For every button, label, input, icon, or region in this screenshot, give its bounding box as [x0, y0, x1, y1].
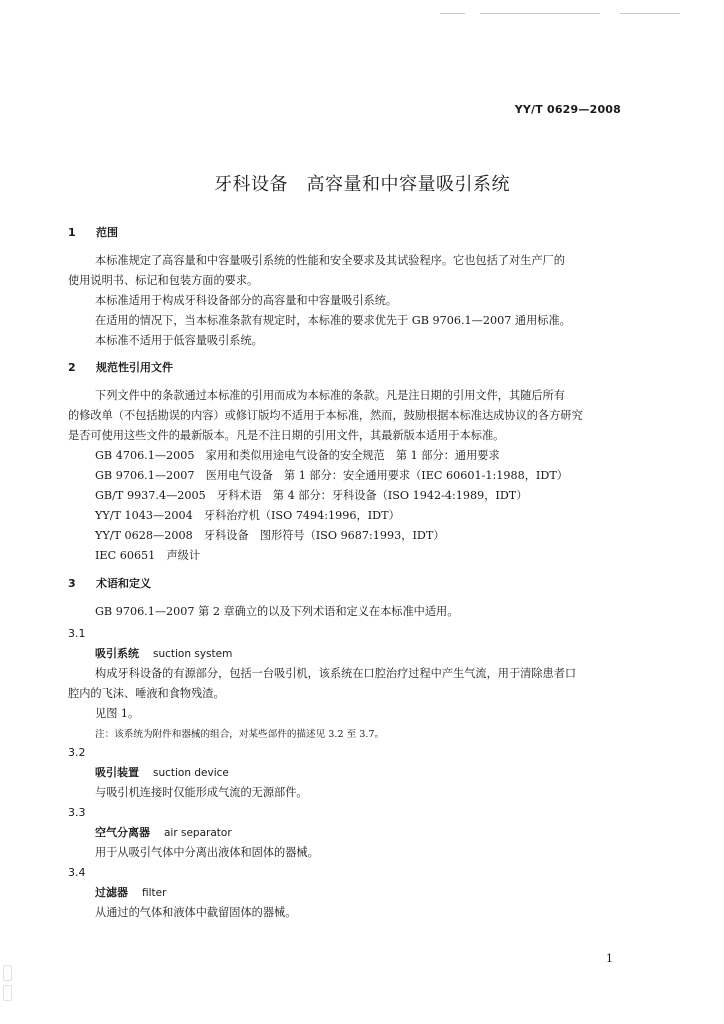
paragraph-line: 在适用的情况下，当本标准条款有规定时，本标准的要求优先于 GB 9706.1—2007 通用标准。 [95, 314, 571, 327]
term-number: 3.3 [68, 806, 86, 819]
definition-line: 构成牙科设备的有源部分，包括一台吸引机，该系统在口腔治疗过程中产生气流，用于清除患者口 [95, 667, 577, 680]
paragraph-line: GB 9706.1—2007 第 2 章确立的以及下列术语和定义在本标准中适用。 [95, 605, 459, 618]
definition-line: 从通过的气体和液体中截留固体的器械。 [95, 906, 297, 919]
note: 注：该系统为附件和器械的组合，对某些部件的描述见 3.2 至 3.7。 [95, 729, 385, 740]
term-english: suction system [153, 648, 233, 660]
term-heading [95, 826, 232, 840]
paragraph-line: 的修改单（不包括勘误的内容）或修订版均不适用于本标准，然而，鼓励根据本标准达成协议的各方研究 [68, 409, 583, 422]
definition-line: 腔内的飞沫、唾液和食物残渣。 [68, 687, 225, 700]
page-number: 1 [606, 952, 613, 965]
scan-edge-mark [3, 965, 12, 981]
reference-item: GB 4706.1—2005 家用和类似用途电气设备的安全规范 第 1 部分：通用要求 [95, 449, 500, 462]
term-heading [95, 886, 166, 900]
section-number: 3 [68, 577, 76, 590]
term-english: suction device [153, 767, 229, 779]
standard-code: YY/T 0629—2008 [514, 103, 621, 116]
term-name: 吸引装置 [95, 766, 139, 779]
reference-item: YY/T 0628—2008 牙科设备 图形符号（ISO 9687:1993，IDT） [95, 529, 445, 542]
term-english: filter [142, 887, 167, 899]
reference-item: IEC 60651 声级计 [95, 549, 201, 562]
section-title: 术语和定义 [96, 577, 151, 590]
section-1-heading [68, 226, 118, 240]
reference-item: GB 9706.1—2007 医用电气设备 第 1 部分：安全通用要求（IEC 60601-1:1988，IDT） [95, 469, 568, 482]
scan-line [440, 13, 465, 14]
scan-line [480, 13, 600, 14]
term-number: 3.2 [68, 746, 86, 759]
paragraph-line: 使用说明书、标记和包装方面的要求。 [68, 274, 259, 287]
term-name: 过滤器 [95, 886, 128, 899]
term-heading [95, 766, 229, 780]
section-number: 1 [68, 226, 76, 239]
paragraph-line: 本标准规定了高容量和中容量吸引系统的性能和安全要求及其试验程序。它也包括了对生产厂的 [95, 254, 565, 267]
term-number: 3.4 [68, 866, 86, 879]
reference-item: YY/T 1043—2004 牙科治疗机（ISO 7494:1996，IDT） [95, 509, 400, 522]
scan-edge-mark [3, 985, 12, 1001]
paragraph-line: 下列文件中的条款通过本标准的引用而成为本标准的条款。凡是注日期的引用文件，其随后所有 [95, 389, 565, 402]
term-heading [95, 647, 232, 661]
section-title: 范围 [96, 226, 118, 239]
paragraph-line: 本标准适用于构成牙科设备部分的高容量和中容量吸引系统。 [95, 294, 398, 307]
reference-item: GB/T 9937.4—2005 牙科术语 第 4 部分：牙科设备（ISO 1942-4:1989，IDT） [95, 489, 528, 502]
definition-line: 用于从吸引气体中分离出液体和固体的器械。 [95, 846, 319, 859]
term-number: 3.1 [68, 627, 86, 640]
figure-reference: 见图 1。 [95, 707, 140, 720]
definition-line: 与吸引机连接时仅能形成气流的无源部件。 [95, 786, 308, 799]
term-english: air separator [164, 827, 232, 839]
section-3-heading [68, 577, 151, 591]
section-title: 规范性引用文件 [96, 361, 173, 374]
scan-line [620, 13, 680, 14]
section-2-heading [68, 361, 173, 375]
term-name: 空气分离器 [95, 826, 150, 839]
term-name: 吸引系统 [95, 647, 139, 660]
page-title: 牙科设备 高容量和中容量吸引系统 [214, 174, 510, 195]
section-number: 2 [68, 361, 76, 374]
paragraph-line: 是否可使用这些文件的最新版本。凡是不注日期的引用文件，其最新版本适用于本标准。 [68, 429, 505, 442]
paragraph-line: 本标准不适用于低容量吸引系统。 [95, 334, 263, 347]
